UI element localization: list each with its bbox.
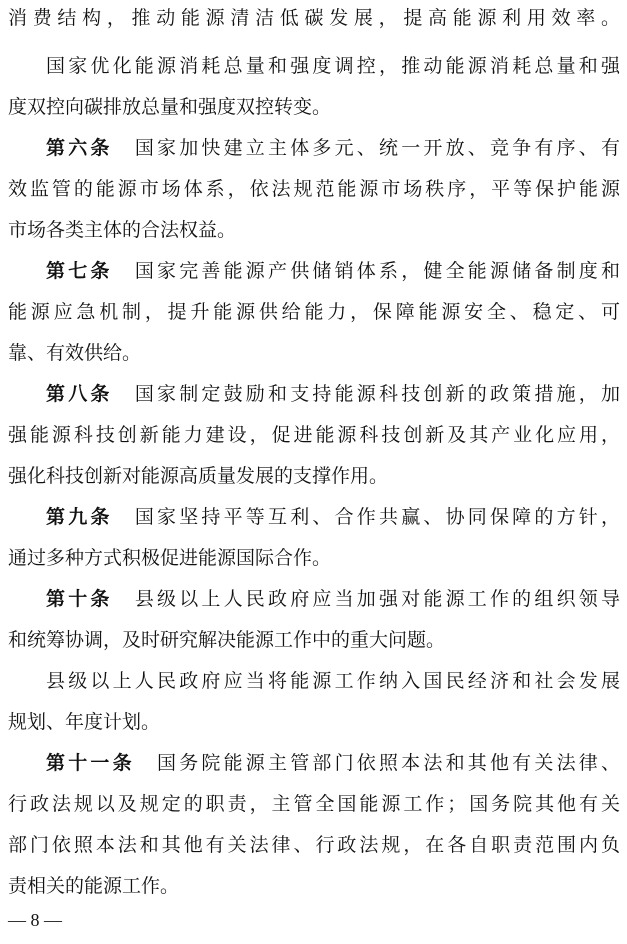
text-line: 消费结构，推动能源清洁低碳发展，提高能源利用效率。 [8, 7, 620, 29]
article-text: 国家坚持平等互利、合作共赢、协同保障的方针， [134, 506, 620, 528]
page-number: — 8 — [8, 910, 62, 930]
article-heading: 第八条 [46, 383, 113, 405]
article-text: 国家制定鼓励和支持能源科技创新的政策措施，加 [134, 383, 620, 405]
text-line: 责相关的能源工作。 [8, 875, 180, 897]
article-heading: 第六条 [46, 137, 113, 159]
text-line: 市场各类主体的合法权益。 [8, 219, 237, 241]
article-10-line [8, 587, 620, 611]
article-text: 国家加快建立主体多元、统一开放、竞争有序、有 [134, 137, 620, 159]
article-9-line [8, 505, 620, 529]
article-7-line [8, 259, 620, 283]
article-heading: 第七条 [46, 260, 113, 282]
paragraph-line: 县级以上人民政府应当将能源工作纳入国民经济和社会发展 [46, 670, 620, 692]
article-heading: 第九条 [46, 506, 113, 528]
text-line: 强化科技创新对能源高质量发展的支撑作用。 [8, 465, 389, 487]
text-line: 靠、有效供给。 [8, 342, 142, 364]
text-line: 能源应急机制，提升能源供给能力，保障能源安全、稳定、可 [8, 301, 620, 323]
text-line: 效监管的能源市场体系，依法规范能源市场秩序，平等保护能源 [8, 178, 620, 200]
article-11-line [8, 751, 620, 775]
article-8-line [8, 382, 620, 406]
article-heading: 第十条 [46, 588, 113, 610]
article-heading: 第十一条 [46, 752, 135, 774]
paragraph-line: 国家优化能源消耗总量和强度调控，推动能源消耗总量和强 [46, 55, 620, 77]
text-line: 行政法规以及规定的职责，主管全国能源工作；国务院其他有关 [8, 793, 620, 815]
article-text: 国家完善能源产供储销体系，健全能源储备制度和 [134, 260, 620, 282]
text-line: 强能源科技创新能力建设，促进能源科技创新及其产业化应用， [8, 424, 620, 446]
text-line: 规划、年度计划。 [8, 711, 161, 733]
article-text: 县级以上人民政府应当加强对能源工作的组织领导 [134, 588, 620, 610]
text-line: 和统筹协调，及时研究解决能源工作中的重大问题。 [8, 629, 446, 651]
article-text: 国务院能源主管部门依照本法和其他有关法律、 [157, 752, 620, 774]
text-line: 通过多种方式积极促进能源国际合作。 [8, 547, 332, 569]
article-6-line [8, 136, 620, 160]
text-line: 度双控向碳排放总量和强度双控转变。 [8, 96, 332, 118]
text-line: 部门依照本法和其他有关法律、行政法规，在各自职责范围内负 [8, 834, 620, 856]
